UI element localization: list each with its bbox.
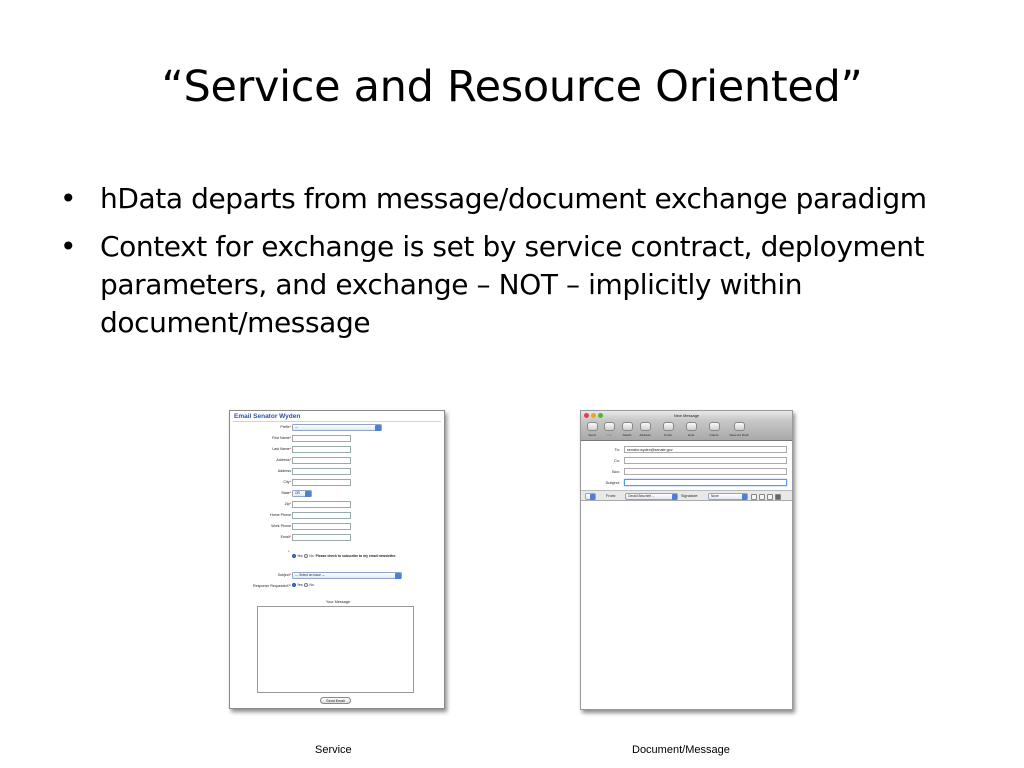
bullet-text: hData departs from message/document exchange paradigm [100, 182, 927, 215]
signature-label: Signature: [681, 494, 699, 498]
save-draft-icon [734, 422, 745, 431]
last-name-label: Last Name [272, 447, 290, 451]
paperclip-icon [622, 422, 633, 431]
dropdown-arrow-icon [375, 425, 381, 431]
toolbar-save-draft-button[interactable]: Save As Draft [726, 422, 752, 437]
toolbar-send-button[interactable]: Send [583, 422, 601, 437]
form-row-prefix: Prefix* --- [230, 424, 446, 431]
to-row [581, 445, 792, 455]
bullet-item [60, 228, 960, 342]
newsletter-radio-group: Yes No Please check to subscribe to my email newsletter. [292, 554, 396, 558]
lists-icon [686, 422, 697, 431]
zip-label: Zip [284, 502, 290, 506]
signature-select[interactable]: None [708, 493, 748, 500]
bullet-text: Context for exchange is set by service contract, deployment parameters, and exchange – NOT – implicitly within document/message [100, 230, 925, 339]
sign-icon[interactable] [759, 494, 765, 500]
newsletter-yes-radio[interactable] [292, 554, 296, 558]
newsletter-no-radio[interactable] [304, 554, 308, 558]
dropdown-arrow-icon [590, 494, 595, 500]
from-row [581, 490, 792, 501]
form-title: Email Senator Wyden [234, 413, 301, 420]
state-label: State [281, 491, 290, 495]
window-titlebar [581, 411, 792, 420]
mail-toolbar [581, 420, 792, 441]
fonts-icon [663, 422, 674, 431]
bullet-marker: • [60, 182, 77, 215]
address2-input[interactable] [292, 468, 351, 475]
address1-label: Address [276, 458, 290, 462]
work-phone-label: Work Phone [271, 524, 291, 528]
form-row-work-phone [230, 523, 446, 530]
bullet-item [60, 180, 960, 218]
city-input[interactable] [292, 479, 351, 486]
service-form-screenshot [229, 410, 445, 709]
cc-row [581, 456, 792, 466]
toolbar-attach-button[interactable]: Attach [618, 422, 636, 437]
response-yes-radio[interactable] [292, 583, 296, 587]
message-textarea[interactable] [257, 606, 414, 693]
toolbar-fonts-button[interactable]: Fonts [659, 422, 677, 437]
slide-title: “Service and Resource Oriented” [161, 62, 863, 112]
subject-select[interactable]: --- Select an Issue --- [292, 572, 402, 579]
bullet-marker: • [60, 230, 77, 263]
subject-label: Subject: [605, 480, 620, 485]
dropdown-arrow-icon [672, 494, 677, 500]
to-field[interactable]: senator.wyden@senate.gov [624, 446, 787, 453]
prefix-label: Prefix [280, 425, 290, 429]
home-phone-label: Home Phone [270, 513, 291, 517]
toolbar-colors-button[interactable]: Colors [705, 422, 723, 437]
dropdown-arrow-icon [742, 494, 747, 500]
email-input[interactable] [292, 534, 351, 541]
from-select[interactable]: Gerald Beuchelt ... [625, 493, 678, 500]
caption-document-message: Document/Message [632, 744, 730, 756]
response-label: Response Requested? [253, 584, 290, 588]
chat-icon [604, 422, 615, 431]
form-row-city: City* [230, 479, 446, 486]
last-name-input[interactable] [292, 446, 351, 453]
state-select[interactable]: OR [292, 490, 312, 497]
address1-input[interactable] [292, 457, 351, 464]
subject-field[interactable] [624, 479, 787, 486]
address2-label: Address [277, 469, 291, 473]
work-phone-input[interactable] [292, 523, 351, 530]
dropdown-arrow-icon [305, 491, 311, 497]
window-title: New Message [673, 413, 700, 418]
form-row-home-phone [230, 512, 446, 519]
subject-label: Subject [277, 573, 290, 577]
form-row-zip: Zip* [230, 501, 446, 508]
form-row-subject: Subject* --- Select an Issue --- [230, 572, 446, 579]
to-label: To: [614, 447, 620, 452]
newsletter-text: Please check to subscribe to my email newsletter. [315, 554, 397, 558]
message-body[interactable] [581, 501, 792, 710]
prefix-select[interactable]: --- [292, 424, 382, 431]
form-row-state: State* OR [230, 490, 446, 497]
toolbar-chat-button[interactable]: Chat [600, 422, 618, 437]
toolbar-lists-button[interactable]: Lists [682, 422, 700, 437]
bcc-label: Bcc: [612, 469, 620, 474]
form-row-first-name: First Name* [230, 435, 446, 442]
response-no-radio[interactable] [304, 583, 308, 587]
send-email-button[interactable]: Send Email [320, 697, 351, 704]
address-book-icon [640, 422, 651, 431]
cc-field[interactable] [624, 457, 787, 464]
priority-menu[interactable] [585, 493, 596, 500]
form-divider [233, 421, 441, 422]
form-row-response: Response Requested?* Yes No [253, 583, 314, 588]
cc-label: Cc: [614, 458, 620, 463]
first-name-input[interactable] [292, 435, 351, 442]
response-radio-group: Yes No [292, 583, 314, 587]
send-icon [587, 422, 598, 431]
encrypt-icon[interactable] [775, 494, 781, 500]
email-label: Email [280, 535, 290, 539]
city-label: City [283, 480, 290, 484]
home-phone-input[interactable] [292, 512, 351, 519]
bcc-row [581, 467, 792, 477]
zip-input[interactable] [292, 501, 351, 508]
first-name-label: First Name [272, 436, 290, 440]
from-label: From: [606, 494, 616, 498]
toolbar-address-button[interactable]: Address [636, 422, 654, 437]
subject-row [581, 478, 792, 488]
colors-icon [709, 422, 720, 431]
message-label: Your Message [325, 600, 351, 604]
form-row-address1: Address* [230, 457, 446, 464]
dropdown-arrow-icon [395, 573, 401, 579]
lock-icon[interactable] [767, 494, 773, 500]
mail-compose-screenshot [580, 410, 793, 710]
bcc-field[interactable] [624, 468, 787, 475]
priority-icon[interactable] [751, 494, 757, 500]
form-row-address2 [230, 468, 446, 475]
bullet-list [60, 180, 960, 352]
required-mark: * [288, 549, 290, 554]
form-row-email: Email* [230, 534, 446, 541]
form-row-last-name: Last Name* [230, 446, 446, 453]
caption-service: Service [315, 744, 352, 756]
